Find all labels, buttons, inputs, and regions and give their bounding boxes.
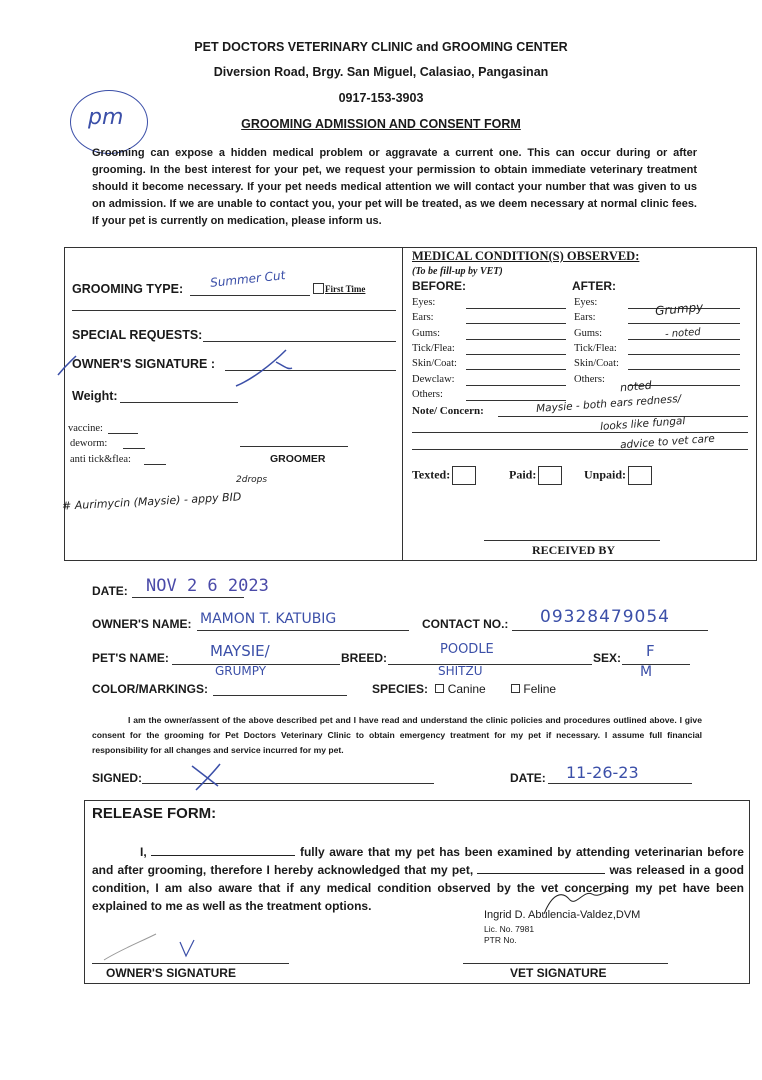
paid-label: Paid:: [509, 467, 537, 482]
vaccine-line[interactable]: [108, 433, 138, 434]
before-row-line[interactable]: [466, 385, 566, 386]
owner-name-label: OWNER'S NAME:: [92, 617, 192, 631]
owner-signature-label: OWNER'S SIGNATURE :: [72, 357, 216, 371]
texted-group: [412, 466, 476, 485]
weight-label: Weight:: [72, 389, 118, 403]
owner-release-signature: [100, 930, 210, 965]
first-time-label: First Time: [325, 284, 366, 294]
vaccine-label: vaccine:: [68, 423, 103, 434]
signed-date-line[interactable]: [548, 783, 692, 784]
date-label: DATE:: [92, 584, 128, 598]
vet-lic: Lic. No. 7981: [484, 924, 535, 934]
received-by-label: RECEIVED BY: [532, 543, 616, 557]
before-row-line[interactable]: [466, 323, 566, 324]
grooming-type-label: GROOMING TYPE:: [72, 282, 184, 296]
signed-label: SIGNED:: [92, 771, 143, 785]
signed-date-label: DATE:: [510, 771, 546, 785]
pet-name-value2: GRUMPY: [215, 664, 267, 678]
consent-paragraph: I am the owner/assent of the above described pet and I have read and understand the clinic policies and procedures outlined above. I give consent for the grooming for Pet Doctors Veterinary Clinic to obtain emergency treatment for my pet if necessary. I assume full financial responsibility for all changes and service incurred for my pet.: [92, 715, 702, 755]
canine-label: Canine: [447, 682, 486, 696]
box-divider: [402, 247, 403, 560]
release-text-2: fully aware that my pet has been examined by attending veterinarian before and after grooming, therefore I hereby acknowledged that my pet,: [92, 845, 744, 877]
vet-signature-label: VET SIGNATURE: [510, 966, 607, 980]
owner-signature-marks: [56, 340, 306, 390]
after-row-label: Gums:: [574, 327, 603, 339]
after-row-label: Skin/Coat:: [574, 358, 619, 370]
date-line[interactable]: [132, 597, 244, 598]
after-eyes-value: Grumpy: [654, 299, 704, 319]
grooming-type-line2: [72, 310, 396, 311]
after-row-line[interactable]: [628, 323, 740, 324]
color-label: COLOR/MARKINGS:: [92, 682, 208, 696]
grooming-type-line[interactable]: [190, 295, 310, 296]
breed-value: POODLE: [440, 642, 494, 657]
before-row-line[interactable]: [466, 369, 566, 370]
breed-value2: SHITZU: [438, 664, 483, 678]
release-text-3: was released in a good condition, I am also aware that if any medical condition observed by the vet concerning my pet have been explained to me as well as the treatment options.: [92, 863, 744, 913]
note-line3[interactable]: [412, 449, 748, 450]
signed-mark: [188, 762, 228, 792]
antitick-line[interactable]: [144, 464, 166, 465]
clinic-name: PET DOCTORS VETERINARY CLINIC and GROOMING CENTER: [194, 40, 568, 54]
after-row-label: Ears:: [574, 312, 596, 324]
note-medication: # Aurimycin (Maysie) - appy BID: [61, 490, 242, 513]
clinic-phone: 0917-153-3903: [338, 91, 424, 105]
release-owner-blank[interactable]: [151, 844, 295, 856]
vet-signature-line[interactable]: [463, 963, 668, 964]
paid-checkbox[interactable]: [538, 466, 562, 485]
paid-group: [509, 466, 562, 485]
pet-name-label: PET'S NAME:: [92, 651, 169, 665]
release-title: RELEASE FORM:: [92, 805, 217, 822]
after-label: AFTER:: [572, 279, 616, 293]
before-row-label: Gums:: [412, 327, 441, 339]
vet-ptr: PTR No.: [484, 935, 517, 945]
intro-paragraph: Grooming can expose a hidden medical problem or aggravate a current one. This can occur during or after grooming. In the best interest for your pet, we request your permission to obtain immediate veterinary treatment should it become necessary. If your pet needs medical attention we will contact your number that was given to us on admission. If we are unable to contact you, your pet will be treated, as we deem necessary at normal clinic fees. If your pet is currently on medication, please inform us.: [92, 147, 697, 227]
medical-title: MEDICAL CONDITION(S) OBSERVED:: [412, 249, 640, 263]
received-by-line[interactable]: [484, 540, 660, 541]
antitick-label: anti tick&flea:: [70, 454, 131, 465]
unpaid-checkbox[interactable]: [628, 466, 652, 485]
after-row-label: Tick/Flea:: [574, 342, 617, 354]
after-row-label: Eyes:: [574, 297, 598, 308]
after-others-value: noted: [619, 378, 653, 395]
owner-name-value: MAMON T. KATUBIG: [200, 611, 337, 627]
pet-name-value: MAYSIE/: [210, 642, 270, 660]
note-line1[interactable]: [498, 416, 748, 417]
medical-subtitle: (To be fill-up by VET): [412, 266, 503, 277]
after-row-line[interactable]: [628, 369, 740, 370]
before-row-line[interactable]: [466, 308, 566, 309]
sex-value2: M: [640, 664, 653, 680]
before-row-label: Ears:: [412, 312, 434, 324]
owner-name-line[interactable]: [197, 630, 409, 631]
before-label: BEFORE:: [412, 279, 466, 293]
before-row-line[interactable]: [466, 339, 566, 340]
texted-checkbox[interactable]: [452, 466, 476, 485]
release-paragraph: [92, 843, 744, 915]
species-label: SPECIES:: [372, 682, 429, 696]
release-pet-blank[interactable]: [477, 862, 605, 874]
sex-label: SEX:: [593, 651, 622, 665]
special-requests-label: SPECIAL REQUESTS:: [72, 328, 203, 342]
signed-date-value: 11-26-23: [566, 763, 639, 782]
after-row-label: Others:: [574, 373, 605, 385]
before-row-label: Eyes:: [412, 297, 436, 308]
weight-line[interactable]: [120, 402, 238, 403]
canine-checkbox[interactable]: [435, 684, 444, 693]
note-text1: Maysie - both ears redness/: [535, 392, 682, 416]
note-concern-label: Note/ Concern:: [412, 405, 484, 417]
first-time-checkbox[interactable]: [313, 283, 324, 294]
unpaid-label: Unpaid:: [584, 467, 627, 482]
species-group: [372, 682, 556, 696]
vet-signature-scribble: [540, 884, 620, 920]
initials-text: pm: [88, 105, 124, 130]
before-row-label: Dewclaw:: [412, 373, 455, 385]
groomer-line[interactable]: [240, 446, 348, 447]
date-value: NOV 2 6 2023: [146, 576, 269, 596]
breed-line[interactable]: [388, 664, 592, 665]
owner-release-label: OWNER'S SIGNATURE: [106, 966, 236, 980]
before-row-label: Others:: [412, 388, 443, 400]
contact-label: CONTACT NO.:: [422, 617, 509, 631]
before-row-line[interactable]: [466, 400, 566, 401]
release-text-i: I,: [140, 845, 147, 859]
feline-checkbox[interactable]: [511, 684, 520, 693]
after-row-line[interactable]: [628, 354, 740, 355]
after-gums-value: - noted: [664, 326, 702, 341]
color-line[interactable]: [213, 695, 347, 696]
deworm-label: deworm:: [70, 438, 108, 449]
breed-label: BREED:: [341, 651, 388, 665]
before-row-label: Skin/Coat:: [412, 358, 457, 370]
sex-value: F: [646, 642, 655, 660]
note-text3: advice to vet care: [619, 432, 716, 452]
clinic-address: Diversion Road, Brgy. San Miguel, Calasiao, Pangasinan: [213, 65, 549, 79]
texted-label: Texted:: [412, 467, 451, 482]
groomer-label: GROOMER: [270, 453, 326, 465]
contact-value: 09328479054: [540, 607, 670, 627]
feline-label: Feline: [523, 682, 557, 696]
signed-line[interactable]: [142, 783, 434, 784]
owner-release-line[interactable]: [92, 963, 289, 964]
contact-line[interactable]: [512, 630, 708, 631]
unpaid-group: [584, 466, 652, 485]
form-title: GROOMING ADMISSION AND CONSENT FORM: [241, 117, 521, 131]
before-row-label: Tick/Flea:: [412, 342, 455, 354]
grooming-type-value: Summer Cut: [209, 268, 286, 290]
deworm-line[interactable]: [123, 448, 145, 449]
note-text2: looks like fungal: [599, 415, 686, 433]
sex-line[interactable]: [622, 664, 690, 665]
vet-name: Ingrid D. Abulencia-Valdez,DVM: [484, 909, 641, 921]
note-drops: 2drops: [236, 475, 268, 485]
before-row-line[interactable]: [466, 354, 566, 355]
